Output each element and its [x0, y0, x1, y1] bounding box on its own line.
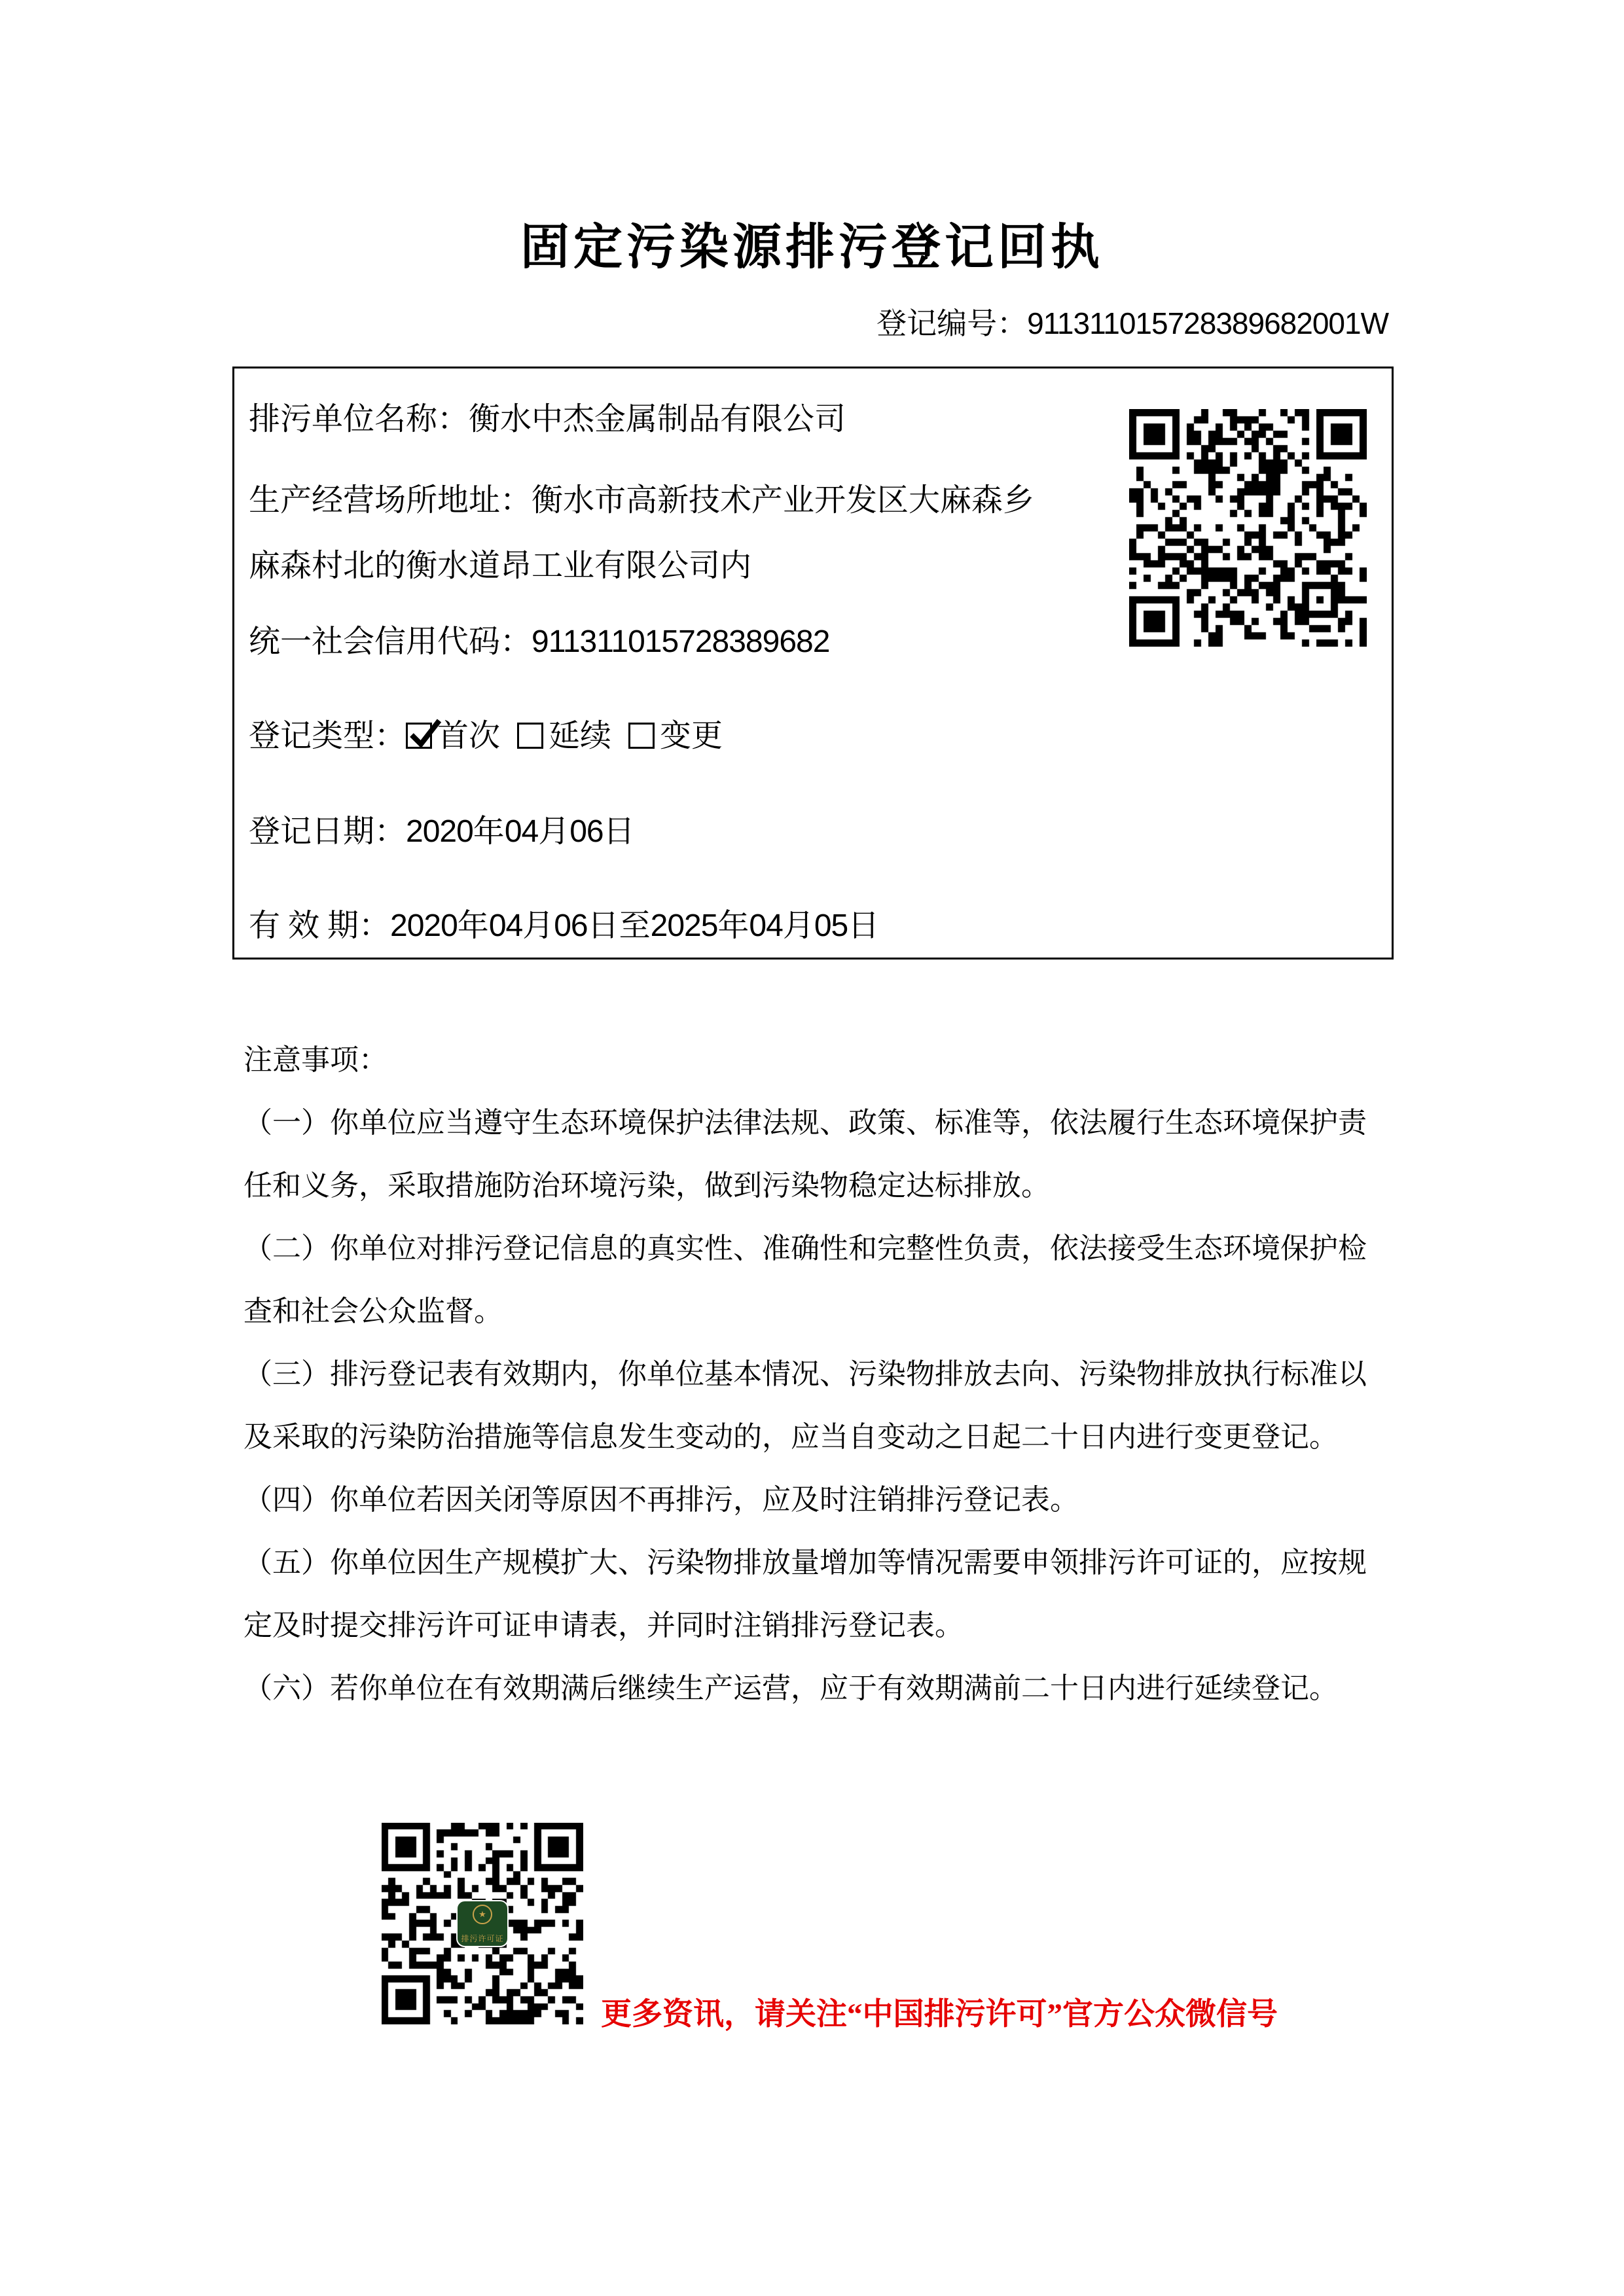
- registration-qr-code: [1129, 409, 1367, 647]
- field-label: 统一社会信用代码：: [249, 624, 532, 659]
- notes-lines: [244, 1092, 1402, 1720]
- field-line: [249, 812, 635, 852]
- field-label: 登记类型：: [249, 719, 406, 753]
- field-value-segment: 年: [717, 908, 749, 943]
- field-value-segment: 06: [569, 814, 604, 849]
- field-line: [249, 400, 846, 439]
- star-icon: ★: [478, 1909, 486, 1920]
- note-line: （六）若你单位在有效期满后继续生产运营，应于有效期满前二十日内进行延续登记。: [244, 1672, 1338, 1704]
- field-value-segment: 衡水市高新技术产业开发区大麻森乡: [532, 483, 1035, 518]
- field-label: 生产经营场所地址：: [249, 483, 532, 518]
- field-value-segment: 911311015728389682: [532, 624, 830, 659]
- wechat-qr-block: [382, 1823, 583, 2024]
- field-value-segment: 年: [473, 814, 505, 849]
- field-value-segment: 05: [814, 908, 848, 943]
- field-value-segment: 月: [782, 908, 814, 943]
- note-line: 及采取的污染防治措施等信息发生变动的，应当自变动之日起二十日内进行变更登记。: [244, 1421, 1338, 1453]
- field-value-segment: 年: [457, 908, 489, 943]
- field-value-segment: 日至: [587, 908, 651, 943]
- field-label: 有 效 期：: [249, 908, 391, 943]
- field-value-segment: 06: [554, 908, 588, 943]
- checkbox-group: [628, 719, 723, 753]
- note-line: 查和社会公众监督。: [244, 1295, 503, 1327]
- field-value-segment: 2025: [650, 908, 718, 943]
- field-line: [249, 547, 751, 586]
- field-line: [249, 906, 879, 946]
- field-value-segment: 日: [603, 814, 635, 849]
- field-value-segment: 04: [504, 814, 539, 849]
- registration-number-label: 登记编号：: [876, 306, 1028, 340]
- note-line: （二）你单位对排污登记信息的真实性、准确性和完整性负责，依法接受生态环境保护检: [244, 1232, 1367, 1265]
- checkbox-group: [406, 719, 500, 753]
- registration-number-value: 911311015728389682001W: [1027, 306, 1388, 340]
- field-label: 登记日期：: [249, 814, 406, 849]
- note-line: （一）你单位应当遵守生态环境保护法律法规、政策、标准等，依法履行生态环境保护责: [244, 1107, 1367, 1139]
- checkbox-unchecked-icon: [628, 723, 655, 749]
- field-value-segment: 月: [538, 814, 570, 849]
- checkbox-group: [517, 719, 611, 753]
- qr-center-logo: [456, 1900, 509, 1947]
- checkbox-label: 变更: [660, 719, 723, 753]
- field-line: [249, 622, 829, 662]
- field-value-segment: 04: [749, 908, 783, 943]
- field-line: [249, 717, 740, 756]
- checkbox-label: 延续: [549, 719, 612, 753]
- field-value-segment: 2020: [390, 908, 458, 943]
- field-value-segment: 日: [848, 908, 880, 943]
- notes-heading: 注意事项：: [244, 1044, 388, 1076]
- note-line: 定及时提交排污许可证申请表，并同时注销排污登记表。: [244, 1609, 964, 1641]
- field-line: [249, 481, 1034, 520]
- emblem-icon: [473, 1905, 492, 1924]
- field-value-segment: 月: [522, 908, 554, 943]
- field-value-segment: 2020: [406, 814, 473, 849]
- field-value-segment: 麻森村北的衡水道昂工业有限公司内: [249, 548, 752, 583]
- notes-section: [244, 1029, 1402, 1720]
- note-line: （四）你单位若因关闭等原因不再排污，应及时注销排污登记表。: [244, 1484, 1079, 1516]
- checkbox-checked-icon: [406, 723, 432, 749]
- info-box: [232, 367, 1394, 960]
- field-value-segment: 衡水中杰金属制品有限公司: [469, 402, 846, 437]
- note-line: （三）排污登记表有效期内，你单位基本情况、污染物排放去向、污染物排放执行标准以: [244, 1358, 1367, 1390]
- registration-number-line: [876, 300, 1388, 343]
- field-value-segment: 04: [488, 908, 523, 943]
- field-label: 排污单位名称：: [249, 402, 469, 437]
- page-title: 固定污染源排污登记回执: [520, 221, 1104, 275]
- checkbox-unchecked-icon: [517, 723, 543, 749]
- footer-caption: 更多资讯，请关注“中国排污许可”官方公众微信号: [601, 1998, 1278, 2032]
- checkbox-label: 首次: [437, 719, 501, 753]
- qr-logo-caption: 排污许可证: [461, 1934, 504, 1943]
- note-line: （五）你单位因生产规模扩大、污染物排放量增加等情况需要申领排污许可证的，应按规: [244, 1547, 1367, 1579]
- note-line: 任和义务，采取措施防治环境污染，做到污染物稳定达标排放。: [244, 1170, 1050, 1202]
